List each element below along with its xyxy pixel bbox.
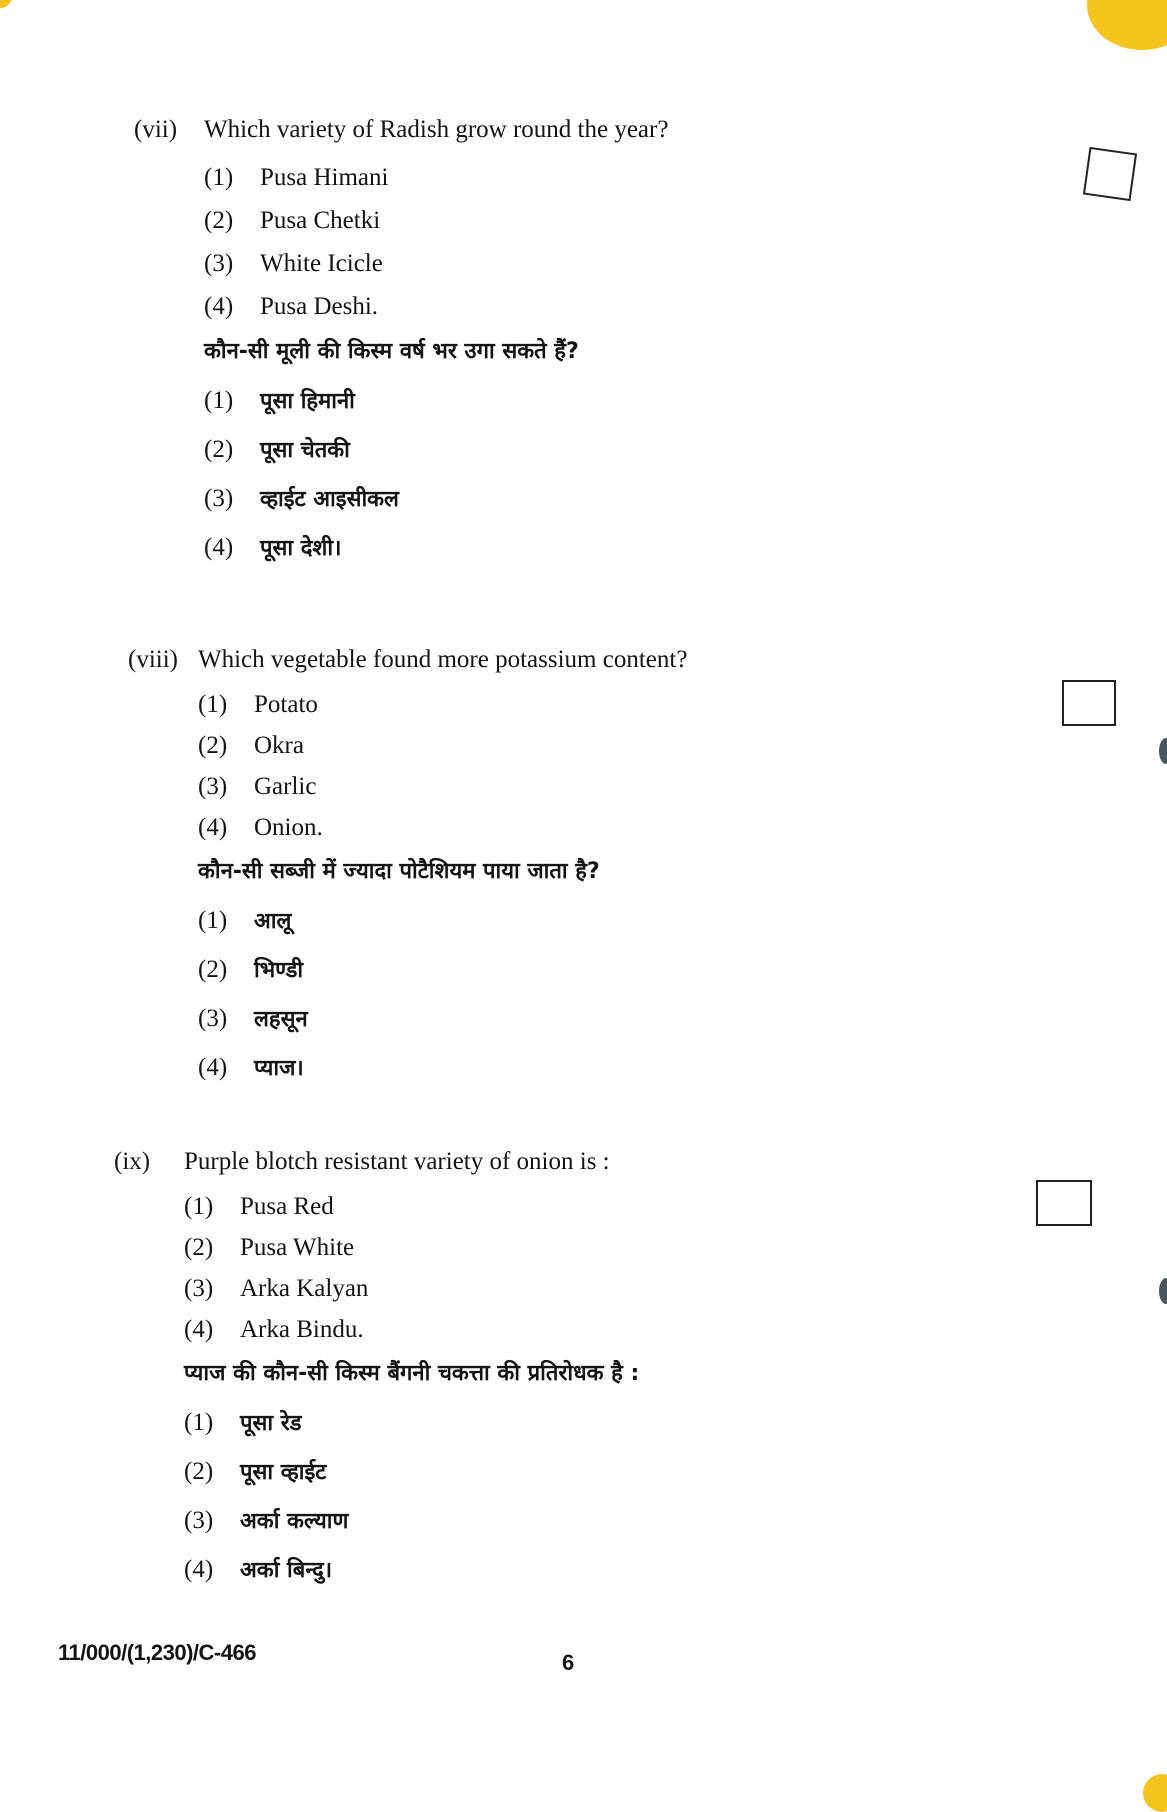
option[interactable] bbox=[198, 766, 687, 807]
option-text: पूसा रेड bbox=[240, 1411, 302, 1436]
option-number: (1) bbox=[184, 1409, 214, 1436]
option-text: अर्का बिन्दु। bbox=[240, 1558, 333, 1583]
option-number: (2) bbox=[198, 956, 228, 983]
option[interactable] bbox=[184, 1398, 639, 1447]
paper-code: 11/000/(1,230)/C-466 bbox=[58, 1640, 256, 1665]
question-number: (viii) bbox=[128, 646, 178, 673]
option-text: Pusa Chetki bbox=[260, 207, 381, 234]
option[interactable] bbox=[204, 425, 668, 474]
option-number: (4) bbox=[184, 1556, 214, 1583]
question-vii bbox=[134, 114, 668, 572]
options-hi bbox=[198, 896, 687, 1092]
option[interactable] bbox=[204, 376, 668, 425]
highlighter-mark bbox=[0, 0, 12, 8]
option-text: Potato bbox=[254, 691, 318, 718]
option-number: (1) bbox=[198, 691, 228, 718]
highlighter-mark bbox=[1087, 0, 1167, 50]
option-text: भिण्डी bbox=[254, 958, 304, 983]
option[interactable] bbox=[204, 242, 668, 285]
option-number: (2) bbox=[204, 436, 234, 463]
option-number: (4) bbox=[204, 293, 234, 320]
punch-hole bbox=[1159, 738, 1167, 764]
question-header bbox=[134, 114, 668, 146]
answer-box[interactable] bbox=[1036, 1180, 1092, 1226]
option-number: (4) bbox=[184, 1316, 214, 1343]
option-text: पूसा व्हाईट bbox=[240, 1460, 327, 1485]
question-text-hi: प्याज की कौन-सी किस्म बैंगनी चकत्ता की प्रतिरोधक है : bbox=[184, 1361, 640, 1386]
option-text: पूसा हिमानी bbox=[260, 389, 355, 414]
option[interactable] bbox=[198, 807, 687, 848]
option-text: व्हाईट आइसीकल bbox=[260, 487, 399, 512]
options-en bbox=[198, 684, 687, 848]
option[interactable] bbox=[198, 994, 687, 1043]
option-text: प्याज। bbox=[254, 1056, 304, 1081]
option[interactable] bbox=[204, 285, 668, 328]
option[interactable] bbox=[198, 945, 687, 994]
option-number: (1) bbox=[198, 907, 228, 934]
option-number: (2) bbox=[184, 1458, 214, 1485]
option-text: Arka Bindu. bbox=[240, 1316, 364, 1343]
question-number: (ix) bbox=[114, 1148, 151, 1175]
option-text: Pusa Red bbox=[240, 1193, 334, 1220]
option[interactable] bbox=[198, 1043, 687, 1092]
option-text: अर्का कल्याण bbox=[240, 1509, 349, 1534]
question-number: (vii) bbox=[134, 116, 178, 143]
option-number: (3) bbox=[204, 485, 234, 512]
option-text: Pusa White bbox=[240, 1234, 355, 1261]
question-text-hi: कौन-सी मूली की किस्म वर्ष भर उगा सकते हैं? bbox=[204, 339, 579, 364]
option-number: (3) bbox=[184, 1275, 214, 1302]
page-number: 6 bbox=[562, 1650, 575, 1675]
option[interactable] bbox=[198, 725, 687, 766]
option[interactable] bbox=[204, 523, 668, 572]
question-text-hi: कौन-सी सब्जी में ज्यादा पोटैशियम पाया जाता है? bbox=[198, 859, 600, 884]
question-ix bbox=[114, 1146, 639, 1594]
option-text: Okra bbox=[254, 732, 304, 759]
option-text: Onion. bbox=[254, 814, 323, 841]
option[interactable] bbox=[184, 1447, 639, 1496]
option[interactable] bbox=[204, 199, 668, 242]
option-number: (4) bbox=[198, 814, 228, 841]
option-text: Arka Kalyan bbox=[240, 1275, 369, 1302]
question-viii bbox=[128, 644, 687, 1092]
option-text: आलू bbox=[254, 909, 292, 934]
option[interactable] bbox=[184, 1186, 639, 1227]
option[interactable] bbox=[184, 1309, 639, 1350]
option[interactable] bbox=[198, 684, 687, 725]
punch-hole bbox=[1159, 1278, 1167, 1304]
option[interactable] bbox=[184, 1496, 639, 1545]
question-header bbox=[128, 644, 687, 676]
option-text: पूसा देशी। bbox=[260, 536, 342, 561]
option-number: (2) bbox=[198, 732, 228, 759]
answer-box[interactable] bbox=[1083, 147, 1137, 201]
option[interactable] bbox=[184, 1268, 639, 1309]
options-hi bbox=[184, 1398, 639, 1594]
option-text: Garlic bbox=[254, 773, 317, 800]
highlighter-mark bbox=[1143, 1774, 1167, 1812]
option-text: Pusa Deshi. bbox=[260, 293, 379, 320]
option-number: (2) bbox=[204, 207, 234, 234]
option-number: (4) bbox=[198, 1054, 228, 1081]
option-number: (1) bbox=[204, 387, 234, 414]
answer-box[interactable] bbox=[1062, 680, 1116, 726]
option-text: Pusa Himani bbox=[260, 164, 389, 191]
option-number: (4) bbox=[204, 534, 234, 561]
option-number: (3) bbox=[184, 1507, 214, 1534]
option[interactable] bbox=[204, 474, 668, 523]
option-text: पूसा चेतकी bbox=[260, 438, 350, 463]
option-number: (1) bbox=[184, 1193, 214, 1220]
option-number: (1) bbox=[204, 164, 234, 191]
question-text-en: Which vegetable found more potassium content? bbox=[198, 646, 688, 673]
option-number: (2) bbox=[184, 1234, 214, 1261]
option[interactable] bbox=[184, 1227, 639, 1268]
option-number: (3) bbox=[198, 1005, 228, 1032]
option-number: (3) bbox=[204, 250, 234, 277]
option[interactable] bbox=[184, 1545, 639, 1594]
question-text-en: Purple blotch resistant variety of onion is : bbox=[184, 1148, 610, 1175]
options-en bbox=[204, 156, 668, 328]
option-number: (3) bbox=[198, 773, 228, 800]
option[interactable] bbox=[198, 896, 687, 945]
option-text: लहसून bbox=[254, 1007, 308, 1032]
options-hi bbox=[204, 376, 668, 572]
question-header bbox=[114, 1146, 639, 1178]
options-en bbox=[184, 1186, 639, 1350]
option[interactable] bbox=[204, 156, 668, 199]
option-text: White Icicle bbox=[260, 250, 383, 277]
question-text-en: Which variety of Radish grow round the year? bbox=[204, 116, 669, 143]
